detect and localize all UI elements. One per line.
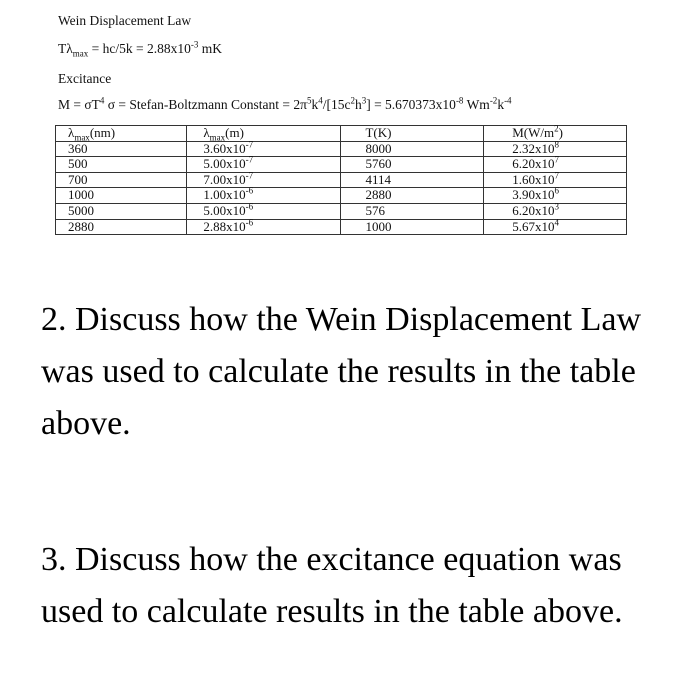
excitance-equation: $M = \sigma T^4$ σ = Stefan-Boltzmann Constant = $2\pi^5k^4/[15c^2h^3] = 5.670373x10^{-8}$ $Wm^{-2}k^{-4}$ — [58, 95, 512, 112]
cell-temperature: 2880 — [341, 188, 484, 204]
question-3: 3. Discuss how the excitance equation was used to calculate results in the table above. — [41, 541, 623, 630]
section-title: Wein Displacement Law — [58, 13, 192, 28]
table-row — [56, 203, 627, 219]
cell-excitance: $2.32x10^8$ — [484, 141, 627, 157]
cell-lambda-nm: 2880 — [56, 219, 187, 235]
cell-lambda-nm: 700 — [56, 172, 187, 188]
cell-excitance: $3.90x10^6$ — [484, 188, 627, 204]
cell-temperature: 576 — [341, 203, 484, 219]
cell-temperature: 8000 — [341, 141, 484, 157]
cell-lambda-m: $5.00x10^{-7}$ — [187, 157, 341, 173]
wien-equation: $T\lambda_{max} = hc/5k = 2.88x10^{-3}$ mK — [58, 39, 223, 59]
header-lambda-m: $\lambda_{max}(m)$ — [187, 126, 341, 142]
excitance-heading: Excitance — [58, 71, 112, 86]
cell-lambda-nm: 500 — [56, 157, 187, 173]
header-lambda-nm: $\lambda_{max}(nm)$ — [56, 126, 187, 142]
header-temperature: T(K) — [341, 126, 484, 142]
header-excitance: $M(W/m^2)$ — [484, 126, 627, 142]
cell-excitance: $5.67x10^4$ — [484, 219, 627, 235]
table-row — [56, 188, 627, 204]
cell-temperature: 4114 — [341, 172, 484, 188]
table-row — [56, 157, 627, 173]
cell-lambda-m: $3.60x10^{-7}$ — [187, 141, 341, 157]
table-header-row — [56, 126, 627, 142]
cell-temperature: 5760 — [341, 157, 484, 173]
table-row — [56, 141, 627, 157]
cell-lambda-m: $7.00x10^{-7}$ — [187, 172, 341, 188]
question-2: 2. Discuss how the Wein Displacement Law was used to calculate the results in the table above. — [41, 301, 642, 442]
cell-lambda-nm: 360 — [56, 141, 187, 157]
cell-lambda-m: $1.00x10^{-6}$ — [187, 188, 341, 204]
cell-temperature: 1000 — [341, 219, 484, 235]
cell-excitance: $6.20x10^7$ — [484, 157, 627, 173]
cell-excitance: $1.60x10^7$ — [484, 172, 627, 188]
cell-lambda-nm: 1000 — [56, 188, 187, 204]
table-row — [56, 219, 627, 235]
cell-lambda-m: $2.88x10^{-6}$ — [187, 219, 341, 235]
table-row — [56, 172, 627, 188]
cell-excitance: $6.20x10^3$ — [484, 203, 627, 219]
cell-lambda-m: $5.00x10^{-6}$ — [187, 203, 341, 219]
results-table — [55, 125, 627, 235]
cell-lambda-nm: 5000 — [56, 203, 187, 219]
